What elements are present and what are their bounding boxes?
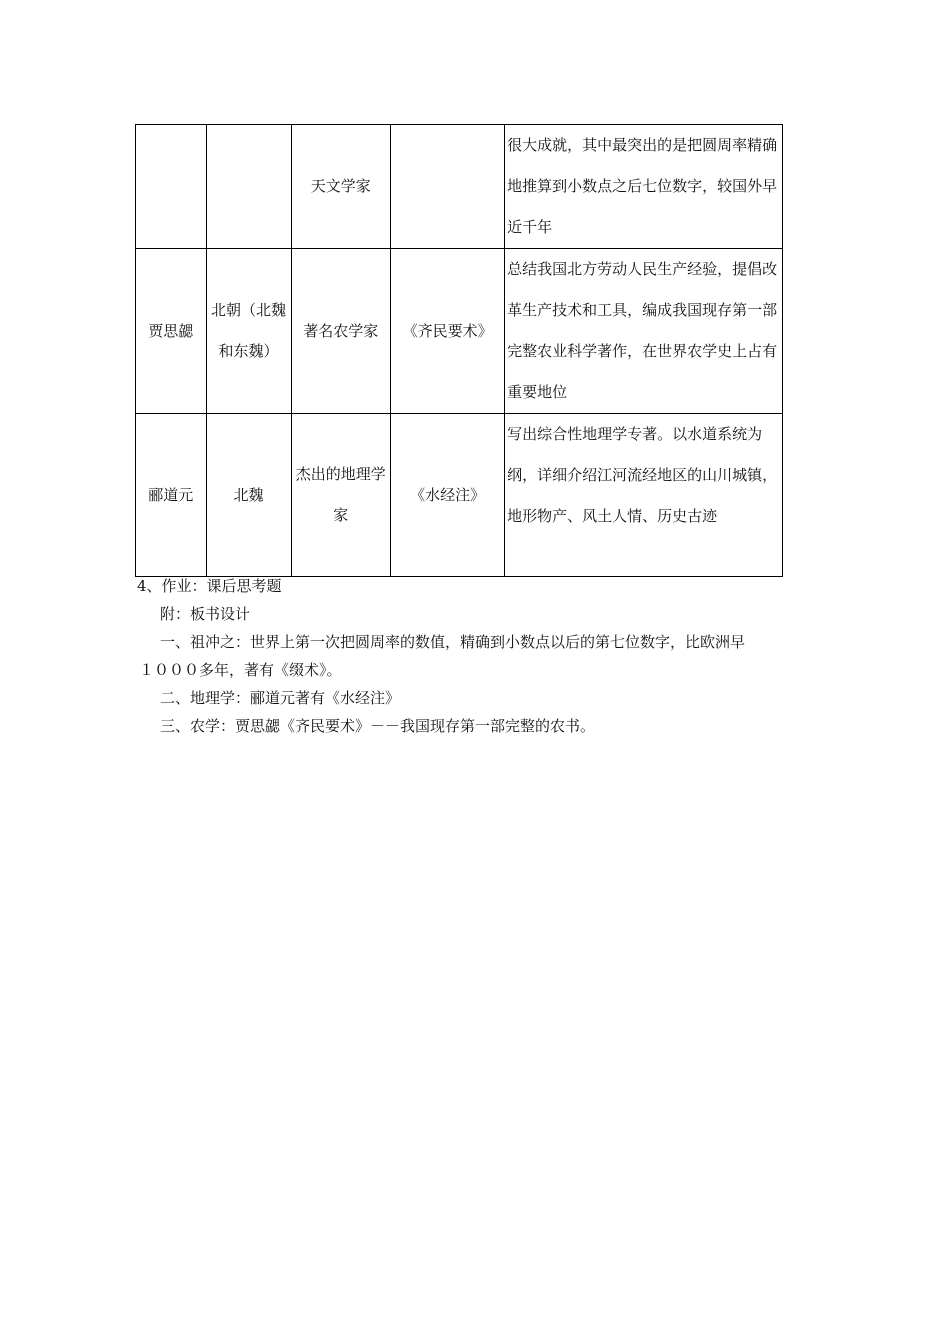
board-item-1-continued: １０００多年，著有《缀术》。 <box>139 661 342 679</box>
cell-name: 贾思勰 <box>136 249 207 414</box>
cell-name: 郦道元 <box>136 414 207 577</box>
cell-description: 总结我国北方劳动人民生产经验，提倡改革生产技术和工具，编成我国现存第一部完整农业科学著作，在世界农学史上占有重要地位 <box>505 249 783 414</box>
notes-section <box>137 572 837 740</box>
table-row <box>136 249 783 414</box>
cell-description: 写出综合性地理学专著。以水道系统为纲，详细介绍江河流经地区的山川城镇，地形物产、风土人情、历史古迹 <box>505 414 783 577</box>
cell-era: 北魏 <box>206 414 291 577</box>
table-row <box>136 125 783 249</box>
cell-work: 《水经注》 <box>391 414 505 577</box>
cell-era <box>206 125 291 249</box>
appendix-heading: 附：板书设计 <box>160 605 251 623</box>
scientists-table <box>135 124 783 577</box>
cell-title: 天文学家 <box>291 125 391 249</box>
cell-title: 杰出的地理学家 <box>291 414 391 577</box>
homework-line: 4、作业：课后思考题 <box>137 577 282 595</box>
board-item-3: 三、农学：贾思勰《齐民要术》－－我国现存第一部完整的农书。 <box>160 717 596 735</box>
cell-description: 很大成就，其中最突出的是把圆周率精确地推算到小数点之后七位数字，较国外早近千年 <box>505 125 783 249</box>
board-item-2: 二、地理学：郦道元著有《水经注》 <box>160 689 401 707</box>
table-row <box>136 414 783 577</box>
cell-title: 著名农学家 <box>291 249 391 414</box>
cell-name <box>136 125 207 249</box>
cell-work <box>391 125 505 249</box>
cell-era: 北朝（北魏和东魏） <box>206 249 291 414</box>
cell-work: 《齐民要术》 <box>391 249 505 414</box>
board-item-1: 一、祖冲之：世界上第一次把圆周率的数值，精确到小数点以后的第七位数字，比欧洲早 <box>160 633 746 651</box>
